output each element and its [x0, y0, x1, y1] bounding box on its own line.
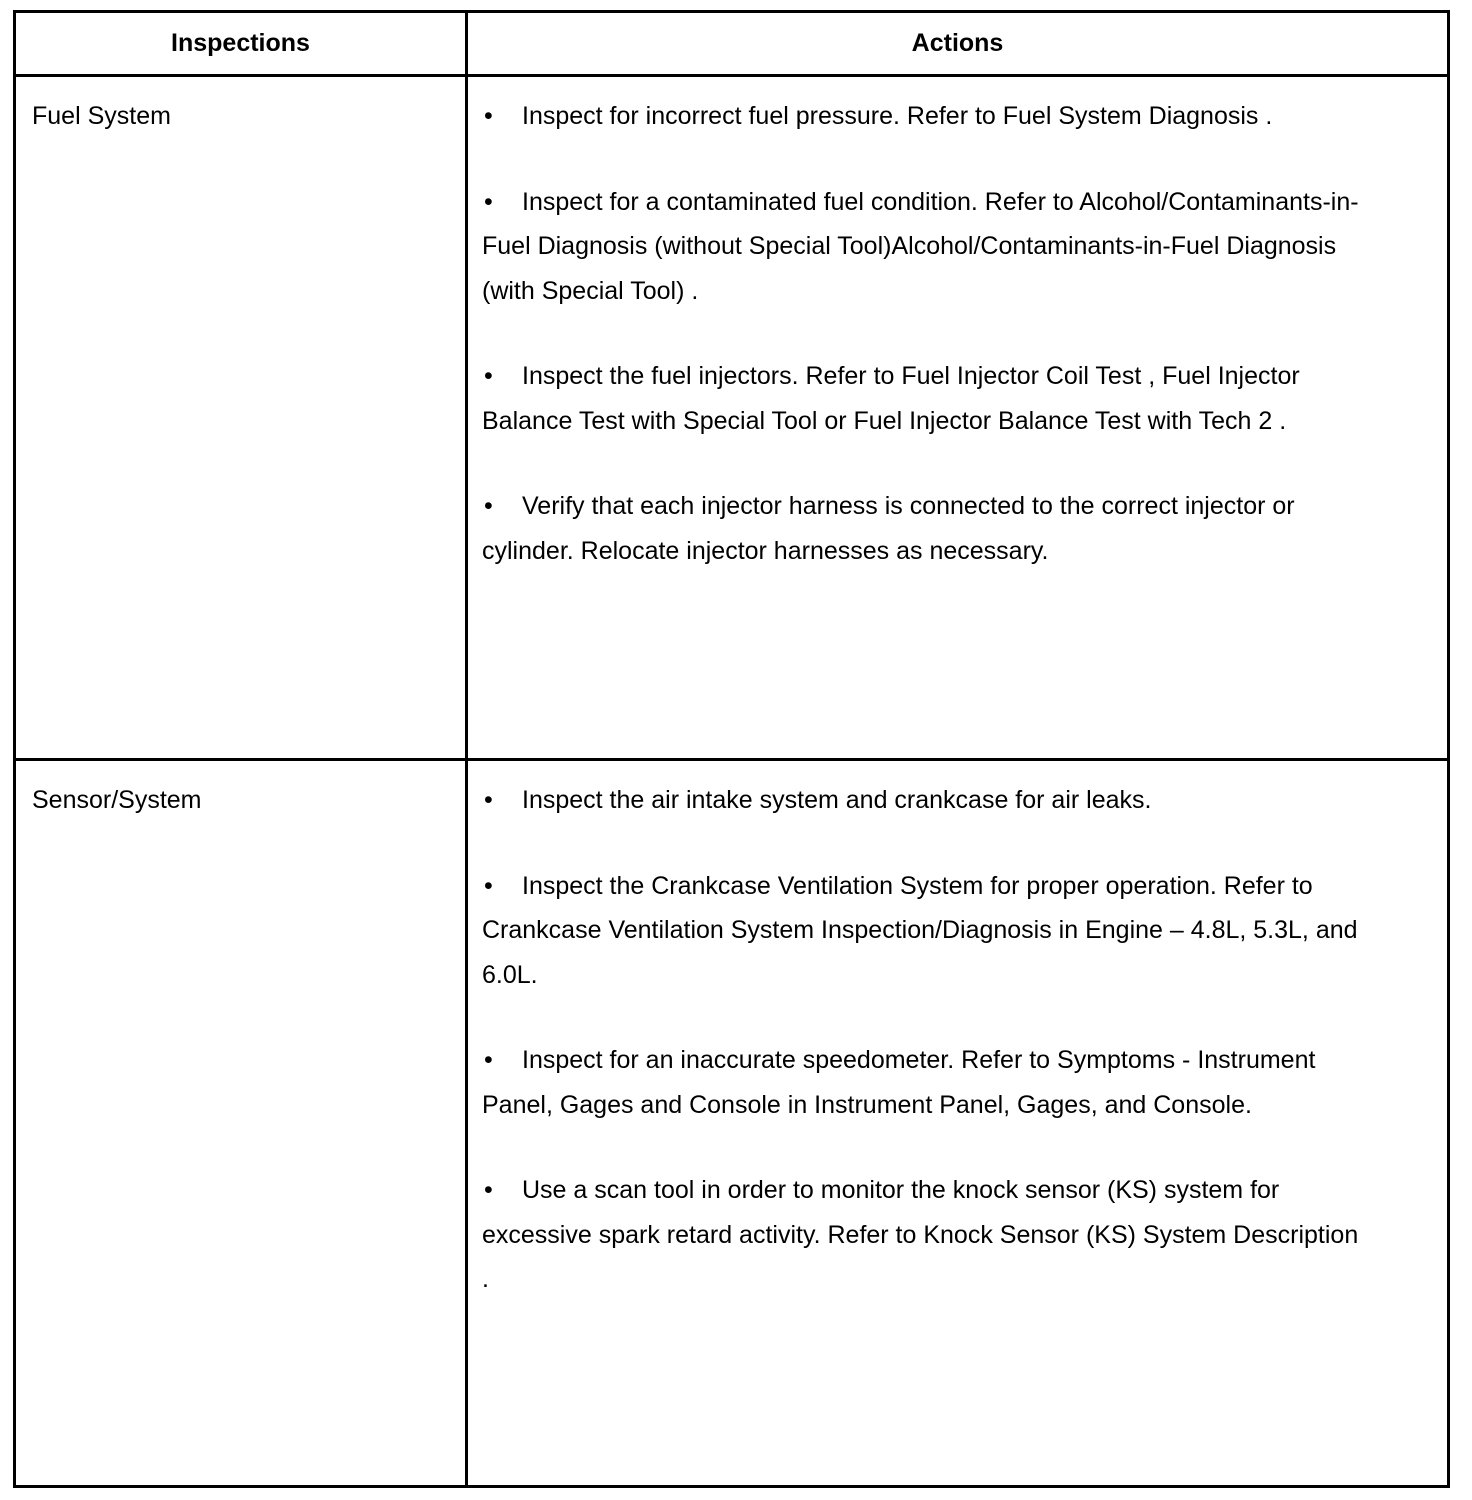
bullet-icon: •	[484, 1176, 493, 1204]
action-item	[482, 1038, 1362, 1127]
action-text: Verify that each injector harness is connected to the correct injector or cylinder. Relocate injector harnesses as necessary.	[482, 492, 1295, 565]
action-item	[482, 864, 1362, 998]
action-item	[482, 180, 1362, 314]
row-divider	[16, 758, 1447, 761]
action-text: Inspect the fuel injectors. Refer to Fuel Injector Coil Test , Fuel Injector Balance Test with Special Tool or Fuel Injector Balance Test with Tech 2 .	[482, 362, 1300, 435]
bullet-icon: •	[484, 1046, 493, 1074]
action-item	[482, 94, 1362, 139]
action-text: Inspect the Crankcase Ventilation System for proper operation. Refer to Crankcase Ventilation System Inspection/Diagnosis in Engine – 4.8L, 5.3L, and 6.0L.	[482, 871, 1358, 989]
action-item	[482, 778, 1362, 823]
header-divider	[16, 74, 1447, 77]
action-item	[482, 484, 1362, 573]
row-sensor-system-actions	[482, 778, 1362, 1343]
action-text: Inspect for a contaminated fuel condition. Refer to Alcohol/Contaminants-in-Fuel Diagnosis (without Special Tool)Alcohol/Contaminants-in-Fuel Diagnosis (with Special Tool) .	[482, 187, 1359, 305]
bullet-icon: •	[484, 786, 493, 814]
bullet-icon: •	[484, 187, 493, 216]
action-text: Inspect for an inaccurate speedometer. Refer to Symptoms - Instrument Panel, Gages and Console in Instrument Panel, Gages, and Console.	[482, 1046, 1316, 1119]
action-text: Use a scan tool in order to monitor the knock sensor (KS) system for excessive spark retard activity. Refer to Knock Sensor (KS) System Description .	[482, 1176, 1359, 1293]
bullet-icon: •	[484, 492, 493, 520]
action-text: Inspect the air intake system and crankcase for air leaks.	[522, 786, 1152, 814]
row-sensor-system-label: Sensor/System	[32, 786, 202, 814]
bullet-icon: •	[484, 362, 493, 390]
action-text: Inspect for incorrect fuel pressure. Refer to Fuel System Diagnosis .	[522, 102, 1273, 130]
inspections-table	[13, 10, 1450, 1488]
header-actions: Actions	[911, 29, 1004, 57]
action-item	[482, 1168, 1362, 1302]
bullet-icon: •	[484, 102, 493, 130]
column-divider	[465, 13, 468, 1485]
bullet-icon: •	[484, 871, 493, 900]
header-inspections: Inspections	[171, 29, 310, 57]
action-item	[482, 354, 1362, 443]
row-fuel-system-label: Fuel System	[32, 102, 171, 130]
row-fuel-system-actions	[482, 94, 1362, 614]
